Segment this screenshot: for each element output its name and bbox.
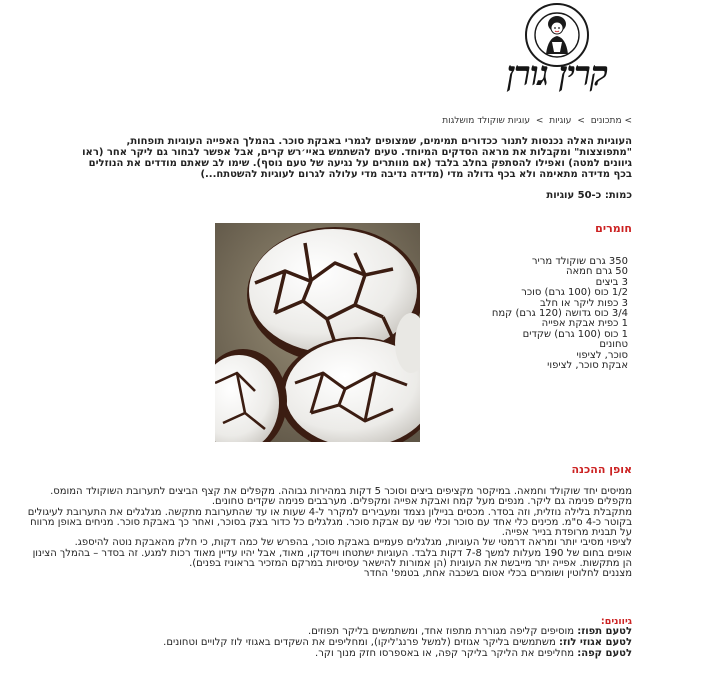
- ingredient-item: 3 ביצים: [595, 276, 628, 288]
- ingredient-item: טחונים: [599, 339, 628, 351]
- variation-item: [72, 637, 632, 648]
- variation-item: [72, 648, 632, 659]
- variations-heading: גיוונים:: [600, 616, 632, 627]
- ingredients-heading: חומרים: [595, 222, 632, 235]
- ingredient-item: 1/2 כוס (100 גרם) סוכר: [521, 287, 628, 299]
- variation-label: לטעם תפוז:: [577, 626, 632, 637]
- ingredient-item: 3/4 כוס גדושה (120 גרם) קמח: [491, 308, 628, 320]
- ingredient-item: 3 כפות ליקר או חלב: [540, 297, 628, 309]
- variation-text: משתמשים בליקר אגוזים (למשל פרנג'ליקו), ומחליפים את השקדים באגוזי לוז קלויים וטחונים.: [163, 637, 556, 648]
- method-heading: אופן ההכנה: [571, 463, 632, 476]
- ingredient-item: 350 גרם שוקולד מריר: [531, 256, 628, 267]
- breadcrumb-separator: >: [577, 116, 585, 126]
- breadcrumb-separator: >: [535, 116, 544, 126]
- logo-name: קרין גורן: [503, 54, 611, 94]
- breadcrumb-item-current: עוגיות שוקולד מושלגות: [442, 116, 530, 126]
- site-logo[interactable]: [482, 2, 632, 94]
- breadcrumb-separator: >: [624, 116, 632, 126]
- method-paragraph: לציפוי מסיבי יותר ומראה דרמטי של העוגיות, מגלגלים פעמיים באבקת סוכר, בהפרש של כמה דקות, כי חלק מהאבקת נוטה להיספג.: [74, 537, 632, 549]
- variation-label: לטעם קפה:: [577, 648, 632, 659]
- variation-label: לטעם אגוזי לוז:: [558, 637, 632, 648]
- ingredient-item: אבקת סוכר, לציפוי: [547, 360, 628, 372]
- recipe-quantity: כמות: כ-50 עוגיות: [546, 190, 632, 201]
- breadcrumb-item-cookies[interactable]: עוגיות: [549, 116, 572, 126]
- method-paragraph: ממיסים יחד שוקולד וחמאה. במיקסר מקציפים ביצים וסוכר 5 דקות במהירות גבוהה. מקפלים את קצף הביצים לתערובת השוקולד המומס. מקפלים פנימה גם ליקר. מנפים מעל קמח ואבקת אפייה ומקפלים. מערבבים פנימה שקדים טחונים.: [50, 486, 632, 508]
- ingredient-item: סוכר, לציפוי: [576, 349, 628, 361]
- method-text: [26, 487, 632, 580]
- method-paragraph: אופים בחום של 190 מעלות למשך 7-8 דקות בלבד. העוגיות ישתטחו וייסדקו, מאוד, אבל יהיו עדיין מאוד רכות למגע. זה בסדר – בהמלך הצינון הן מתקשות. אפייה יתר מייבשת את העוגיות (הן אמורות להישאר עסיסיות במרקם המזכיר בראוניז בפנים).: [32, 547, 632, 570]
- ingredient-item: 1 כפית אבקת אפייה: [541, 318, 628, 330]
- breadcrumb-item-recipes[interactable]: מתכונים: [590, 116, 622, 126]
- ingredient-item: 1 כוס (100 גרם) שקדים: [522, 328, 628, 340]
- variation-text: מחליפים את הליקר בליקר קפה, או באספרסו חזק מנוך וקר.: [315, 648, 575, 659]
- crinkle-cookies-photo: [215, 223, 420, 442]
- variation-text: מוסיפים קליפה מגוררת מתפוז אחד, ומשתמשים בליקר תפוזים.: [308, 626, 575, 637]
- recipe-intro: העוגיות האלה נכנסות לתנור ככדורים תמימים, שמצופים לגמרי באבקת סוכר. בהמלך האפייה העוגיות תופחות, "מתפוצצות" ומקבלות את מראה הסדקים המיוחד. טעים להשתמש באיי׳רש קרים, אבל אפשר לבחור גם ליקר אחר (ראו גיוונים למטה) ואפילו להסתפק בחלב בלבד (אם מוותרים על נגיעה של טעם נוסף). שימו לב שאתם מודדים את הנוזלים בכף מדידה מתאימה ולא בכף גדולה מדי (מדידה נדיבה מדי עלולה לגרום לעוגיות להשטתח...): [82, 136, 632, 180]
- method-paragraph: מתקבלת בלילה נוזלית, וזה בסדר. מכסים בניילון נצמד ומעבירים למקרר ל-4 שעות או עד שהתערובת מתקשה. מגלגלים את התערובת לעיגולים בקוטר כ-4 ס"מ. מכינים כלי אחד עם סוכר וכלי שני עם אבקת סוכר. מגלגלים כל כדור בצק בסוכר, ואחר כך באבקת סוכר. מניחים באופן מרווח על תבנית מרופדת בנייר אפייה.: [27, 506, 632, 539]
- ingredient-item: 50 גרם חמאה: [565, 266, 628, 278]
- variation-item: [72, 626, 632, 637]
- variations-list: [72, 626, 632, 659]
- breadcrumb: [442, 116, 632, 126]
- method-paragraph: מצננים לחלוטין ושומרים בכלי אטום בשכבה אחת, בטמפ' החדר: [363, 568, 632, 580]
- ingredients-list: [492, 257, 628, 371]
